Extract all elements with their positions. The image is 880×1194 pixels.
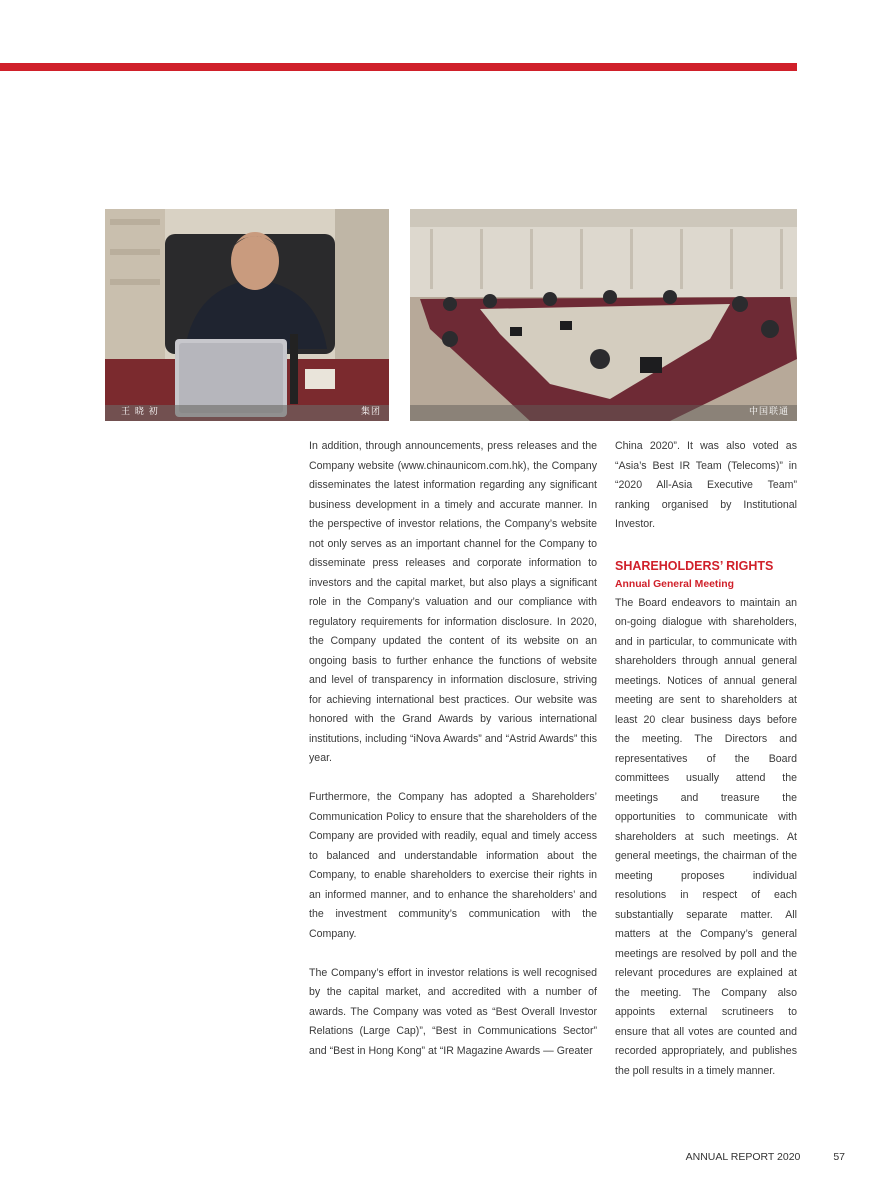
sub-heading-agm: Annual General Meeting bbox=[615, 578, 734, 590]
page-footer bbox=[686, 1151, 845, 1163]
speaker-name-tag: 王 晓 初 bbox=[121, 407, 159, 417]
page-number: 57 bbox=[833, 1151, 845, 1163]
paragraph-ir-awards: The Company’s effort in investor relations is well recognised by the capital market, and accredited with a number of awards. The Company was voted as “Best Overall Investor Relations (Large Cap)”, “Best in Communications Sector” and “Best in Hong Kong” at “IR Magazine Awards — Greater bbox=[309, 966, 597, 1057]
top-accent-bar bbox=[0, 63, 797, 71]
photo-conference-room bbox=[410, 209, 797, 421]
paragraph-agm: The Board endeavors to maintain an on-going dialogue with shareholders, and in particular, to communicate with shareholders through annual general meetings. Notices of annual general meeting are sent to shareholders at least 20 clear business days before the meeting. The Directors and representatives of the Board committees usually attend the meetings and treasure the opportunities to communicate with shareholders at such meetings. At general meetings, the chairman of the meeting proposes individual resolutions in respect of each substantially separate matter. All matters at the Company’s general meetings are resolved by poll and the relevant procedures are explained at the meeting. The Company also appoints external scrutineers to ensure that all votes are counted and recorded appropriately, and publishes the poll results in a timely manner. bbox=[615, 596, 797, 1077]
photo-right-watermark: 中国联通 bbox=[748, 407, 789, 417]
left-text-column bbox=[309, 437, 597, 1061]
paragraph-communication-policy: Furthermore, the Company has adopted a Shareholders’ Communication Policy to ensure that the shareholders of the Company are provided with readily, equal and timely access to balanced and understandable information about the Company, to enable shareholders to exercise their rights in an informed manner, and to enhance the shareholders’ and the investment community’s communication with the Company. bbox=[309, 791, 597, 940]
section-heading-shareholders-rights: SHAREHOLDERS’ RIGHTS bbox=[615, 558, 774, 573]
speaker-photo-illustration bbox=[105, 209, 389, 421]
paragraph-awards-continuation: China 2020”. It was also voted as “Asia’s Best IR Team (Telecoms)” in “2020 All-Asia Executive Team” ranking organised by Institutional Investor. bbox=[615, 440, 797, 530]
paragraph-website: In addition, through announcements, press releases and the Company website (www.chinaunicom.com.hk), the Company disseminates the latest information regarding any significant business development in a timely and accurate manner. In the perspective of investor relations, the Company’s website not only serves as an important channel for the Company to disseminate press releases and corporate information to investors and the capital market, but also plays a significant role in the Company’s valuation and our compliance with regulatory requirements for information disclosure. In 2020, the Company updated the content of its website on an ongoing basis to further enhance the functions of website and level of transparency in information disclosure, striving for achieving international best practices. Our website was honored with the Grand Awards by various international institutions, including “iNova Awards” and “Astrid Awards” this year. bbox=[309, 440, 597, 764]
right-text-column bbox=[615, 437, 797, 1081]
conference-room-illustration bbox=[410, 209, 797, 421]
photo-left-watermark: 集团 bbox=[360, 407, 381, 417]
report-title: ANNUAL REPORT 2020 bbox=[685, 1151, 801, 1163]
photo-video-conference-speaker bbox=[105, 209, 389, 421]
